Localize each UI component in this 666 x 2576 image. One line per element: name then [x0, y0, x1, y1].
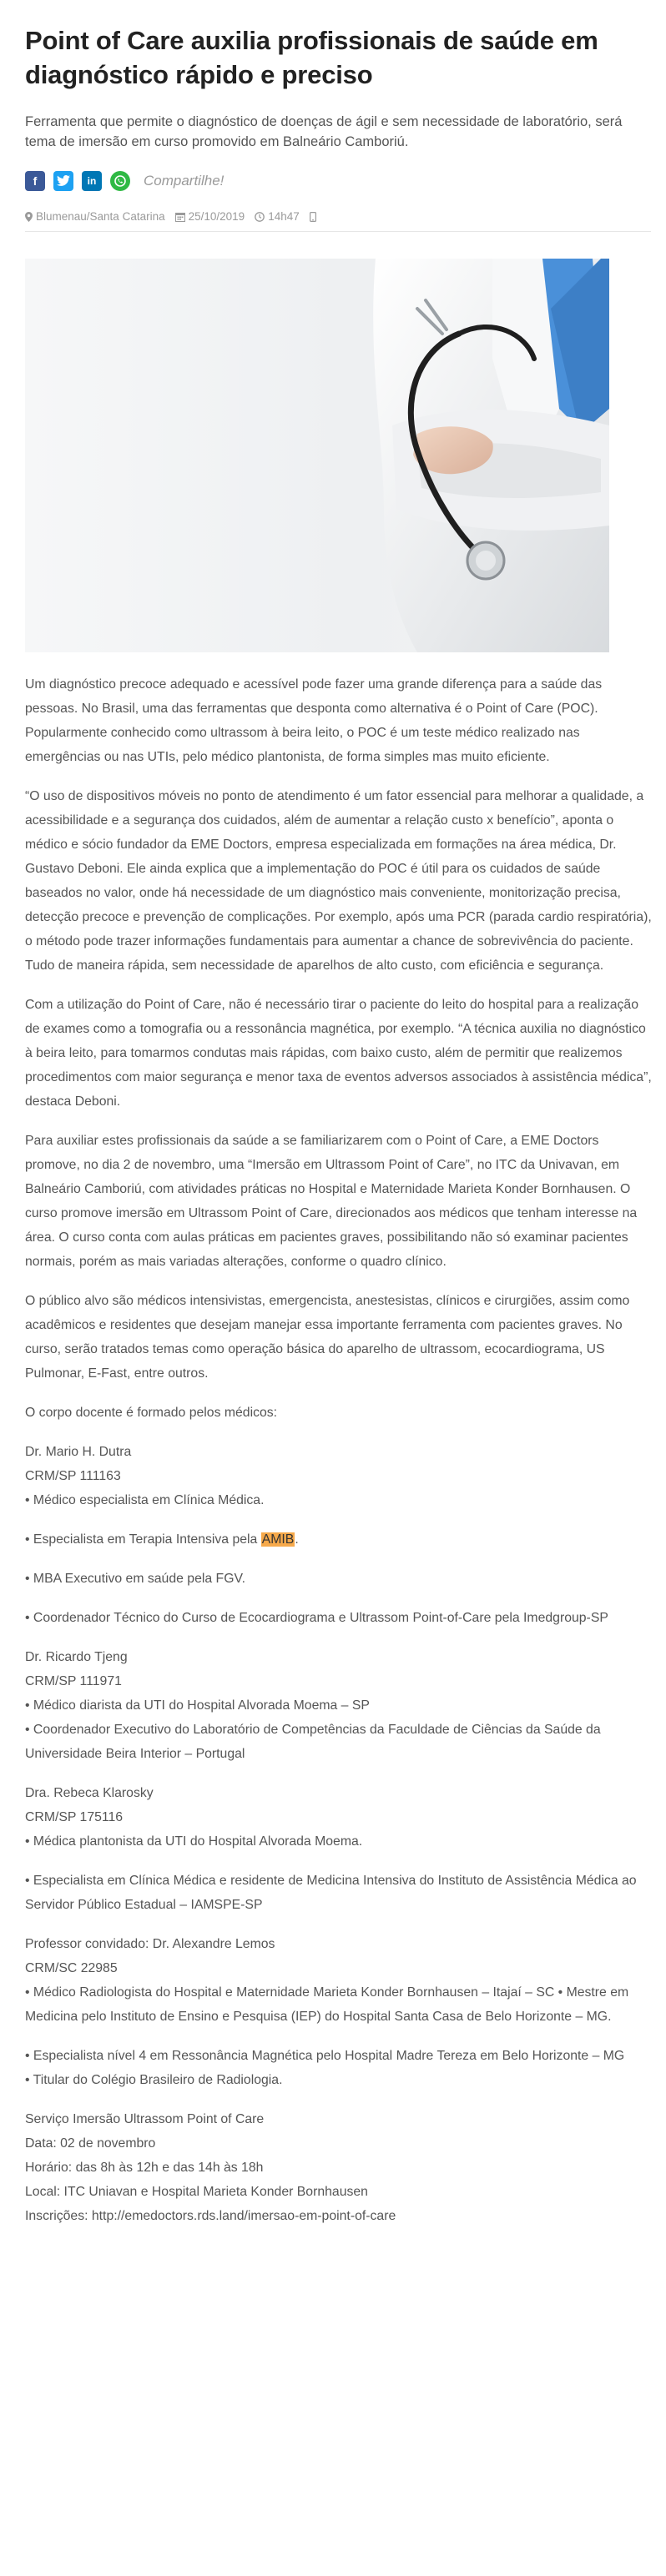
- faculty-name: Professor convidado: Dr. Alexandre Lemos: [25, 1937, 275, 1951]
- paragraph: Para auxiliar estes profissionais da saúde a se familiarizarem com o Point of Care, a EME Doctors promove, no dia 2 de novembro, uma “Imersão em Ultrassom Point of Care”, no ITC da Univavan, em Balneário Camboriú, com atividades práticas no Hospital e Maternidade Marieta Konder Bornhausen. O curso promove imersão em Ultrassom Point of Care, direcionados aos médicos que tenham interesse na área. O curso conta com aulas práticas em pacientes graves, possibilitando não só examinar pacientes normais, porém as mais variadas alterações, conforme o quadro clínico.: [25, 1134, 638, 1269]
- faculty-crm: CRM/SC 22985: [25, 1961, 118, 1975]
- service-title: Serviço Imersão Ultrassom Point of Care: [25, 2112, 265, 2126]
- faculty-item: • Titular do Colégio Brasileiro de Radiologia.: [25, 2073, 283, 2087]
- service-signup-link[interactable]: Inscrições: http://emedoctors.rds.land/imersao-em-point-of-care: [25, 2209, 396, 2223]
- paragraph: Com a utilização do Point of Care, não é necessário tirar o paciente do leito do hospital para a realização de exames como a tomografia ou a ressonância magnética, por exemplo. “A técnica auxilia no diagnóstico à beira leito, para tomarmos condutas mais rápidas, com baixo custo, além de permitir que realizemos procedimentos com maior segurança e menor taxa de eventos adversos associados à assistência médica”, destaca Deboni.: [25, 998, 652, 1109]
- paragraph: O público alvo são médicos intensivistas, emergencista, anestesistas, clínicos e cirurgiões, assim como acadêmicos e residentes que desejam manejar essa importante ferramenta com pacientes graves. No curso, serão tratados temas como operação básica do aparelho de ultrassom, ecocardiograma, US Pulmonar, E-Fast, entre outros.: [25, 1294, 630, 1381]
- time: [255, 210, 300, 223]
- faculty-item: • Especialista em Clínica Médica e residente de Medicina Intensiva do Instituto de Assistência Médica ao Servidor Público Estadual – IAMSPE-SP: [25, 1874, 637, 1912]
- faculty-item: • Especialista nível 4 em Ressonância Magnética pelo Hospital Madre Tereza em Belo Horizonte – MG: [25, 2049, 625, 2063]
- faculty-name: Dr. Mario H. Dutra: [25, 1445, 132, 1459]
- location: [25, 210, 165, 223]
- faculty-item: • Médica plantonista da UTI do Hospital Alvorada Moema.: [25, 1834, 363, 1849]
- faculty-item: • Médico diarista da UTI do Hospital Alvorada Moema – SP: [25, 1698, 370, 1713]
- faculty-crm: CRM/SP 111163: [25, 1469, 121, 1483]
- paragraph: Um diagnóstico precoce adequado e acessível pode fazer uma grande diferença para a saúde das pessoas. No Brasil, uma das ferramentas que desponta como alternativa é o Point of Care (POC). Popularmente conhecido como ultrassom à beira leito, o POC é um teste médico realizado nas emergências ou nas UTIs, pelo médico plantonista, de forma simples mas muito eficiente.: [25, 677, 603, 764]
- faculty-item: • Médico especialista em Clínica Médica.: [25, 1493, 265, 1507]
- faculty-crm: CRM/SP 175116: [25, 1810, 124, 1824]
- doctor-stethoscope-photo: [25, 259, 609, 652]
- clock-icon: [255, 212, 265, 222]
- article-subtitle: Ferramenta que permite o diagnóstico de doenças de ágil e sem necessidade de laboratório, será tema de imersão em curso promovido em Balneário Camboriú.: [25, 114, 623, 149]
- date-text: 25/10/2019: [188, 210, 245, 223]
- share-bar: [25, 170, 641, 192]
- article-title: Point of Care auxilia profissionais de saúde em diagnóstico rápido e preciso: [25, 26, 598, 89]
- whatsapp-share-icon[interactable]: [110, 171, 130, 191]
- faculty-name: Dra. Rebeca Klarosky: [25, 1786, 154, 1800]
- facebook-share-icon[interactable]: f: [25, 171, 45, 191]
- twitter-share-icon[interactable]: [53, 171, 73, 191]
- time-text: 14h47: [268, 210, 300, 223]
- faculty-name: Dr. Ricardo Tjeng: [25, 1650, 128, 1664]
- map-marker-icon: [25, 212, 33, 222]
- faculty-item-text: .: [295, 1532, 299, 1547]
- location-text: Blumenau/Santa Catarina: [36, 210, 165, 223]
- article-meta: [25, 210, 651, 232]
- faculty-item: • MBA Executivo em saúde pela FGV.: [25, 1572, 245, 1586]
- linkedin-share-icon[interactable]: in: [82, 171, 102, 191]
- paragraph: “O uso de dispositivos móveis no ponto de atendimento é um fator essencial para melhorar a qualidade, a acessibilidade e a segurança dos cuidados, além de aumentar a relação custo x benefício”, aponta o médico e sócio fundador da EME Doctors, empresa especializada em formações na área médica, Dr. Gustavo Deboni. Ele ainda explica que a implementação do POC é útil para os cuidados de saúde baseados no valor, onde há necessidade de um diagnóstico mais conveniente, monitorização precisa, detecção precoce e prevenção de complicações. Por exemplo, após uma PCR (parada cardio respiratória), o método pode trazer informações fundamentais para aumentar a chance de sobrevivência do paciente. Tudo de maneira rápida, sem necessidade de aparelhos de alto custo, com eficiência e segurança.: [25, 789, 652, 973]
- service-place: Local: ITC Uniavan e Hospital Marieta Konder Bornhausen: [25, 2185, 368, 2199]
- mobile-icon: [310, 212, 316, 222]
- share-label: Compartilhe!: [144, 173, 225, 189]
- faculty-item: • Médico Radiologista do Hospital e Maternidade Marieta Konder Bornhausen – Itajaí – SC • Mestre em Medicina pelo Instituto de Ensino e Pesquisa (IEP) do Hospital Santa Casa de Belo Horizonte – MG.: [25, 1985, 629, 2024]
- date: [175, 210, 245, 223]
- faculty-crm: CRM/SP 111971: [25, 1674, 122, 1688]
- service-hours: Horário: das 8h às 12h e das 14h às 18h: [25, 2161, 264, 2175]
- faculty-item: [25, 1527, 653, 1552]
- service-date: Data: 02 de novembro: [25, 2136, 156, 2151]
- article-body: [25, 672, 653, 2228]
- faculty-item: • Coordenador Executivo do Laboratório de Competências da Faculdade de Ciências da Saúde da Universidade Beira Interior – Portugal: [25, 1723, 601, 1761]
- paragraph: O corpo docente é formado pelos médicos:: [25, 1406, 278, 1420]
- article-hero-image: [25, 259, 609, 652]
- faculty-item: • Coordenador Técnico do Curso de Ecocardiograma e Ultrassom Point-of-Care pela Imedgroup-SP: [25, 1611, 608, 1625]
- highlighted-term: AMIB: [261, 1532, 295, 1547]
- faculty-item-text: • Especialista em Terapia Intensiva pela: [25, 1532, 261, 1547]
- calendar-icon: [175, 212, 185, 222]
